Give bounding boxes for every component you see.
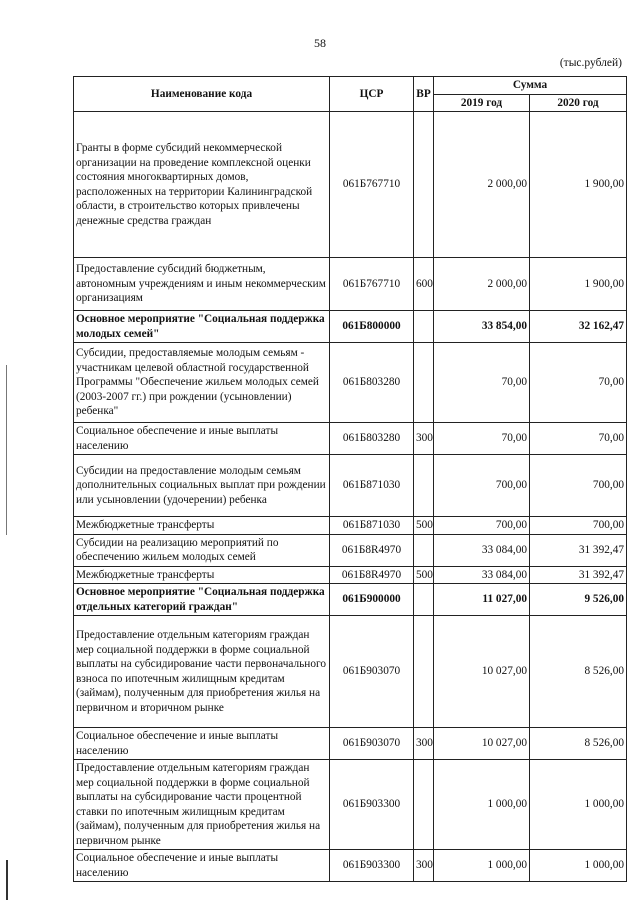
row-vr <box>414 455 434 517</box>
row-vr: 300 <box>414 423 434 455</box>
row-vr: 300 <box>414 728 434 760</box>
units-label: (тыс.рублей) <box>559 57 622 69</box>
row-name: Межбюджетные трансферты <box>74 517 330 535</box>
row-vr <box>414 534 434 566</box>
row-vr: 500 <box>414 517 434 535</box>
row-name: Гранты в форме субсидий некоммерческой организации на проведение комплексной оценки состояния многоквартирных домов, расположенных на территории Калининградской области, в строительство которых привлечены денежные средства граждан <box>74 112 330 258</box>
row-sum-2020: 31 392,47 <box>530 566 627 584</box>
row-sum-2019: 33 854,00 <box>434 311 530 343</box>
header-row-top <box>74 77 627 95</box>
budget-table <box>73 76 627 882</box>
row-sum-2020: 70,00 <box>530 343 627 423</box>
row-name: Социальное обеспечение и иные выплаты населению <box>74 423 330 455</box>
row-sum-2019: 10 027,00 <box>434 728 530 760</box>
table-row <box>74 728 627 760</box>
row-name: Предоставление отдельным категориям граждан мер социальной поддержки в форме социальной выплаты на субсидирование части процентной ставки по ипотечным жилищным кредитам (займам), полученным для приобретения жилья на первичном рынке <box>74 760 330 850</box>
table-row <box>74 311 627 343</box>
scan-edge-line <box>6 365 7 535</box>
row-code: 061Б903070 <box>330 728 414 760</box>
page-number: 58 <box>314 36 326 50</box>
table-row <box>74 760 627 850</box>
row-code: 061Б900000 <box>330 584 414 616</box>
row-code: 061Б767710 <box>330 258 414 311</box>
row-sum-2019: 2 000,00 <box>434 258 530 311</box>
header-code: ЦСР <box>330 77 414 112</box>
row-sum-2020: 32 162,47 <box>530 311 627 343</box>
row-code: 061Б903300 <box>330 760 414 850</box>
row-code: 061Б803280 <box>330 423 414 455</box>
row-sum-2019: 33 084,00 <box>434 566 530 584</box>
row-vr <box>414 112 434 258</box>
table-row <box>74 343 627 423</box>
row-name: Субсидии на реализацию мероприятий по обеспечению жильем молодых семей <box>74 534 330 566</box>
table-row <box>74 258 627 311</box>
row-name: Предоставление отдельным категориям граждан мер социальной поддержки в форме социальной выплаты на субсидирование части первоначального взноса по ипотечным жилищным кредитам (займам), полученным для приобретения жилья на первичном и вторичном рынке <box>74 616 330 728</box>
row-vr: 500 <box>414 566 434 584</box>
row-name: Социальное обеспечение и иные выплаты населению <box>74 850 330 882</box>
header-2020: 2020 год <box>530 94 627 112</box>
row-sum-2020: 1 900,00 <box>530 258 627 311</box>
row-sum-2020: 1 900,00 <box>530 112 627 258</box>
table-row <box>74 423 627 455</box>
row-sum-2020: 31 392,47 <box>530 534 627 566</box>
row-sum-2019: 11 027,00 <box>434 584 530 616</box>
table-row <box>74 566 627 584</box>
header-2019: 2019 год <box>434 94 530 112</box>
row-code: 061Б8R4970 <box>330 566 414 584</box>
table-row <box>74 455 627 517</box>
row-vr: 600 <box>414 258 434 311</box>
row-sum-2019: 700,00 <box>434 517 530 535</box>
row-name: Предоставление субсидий бюджетным, автономным учреждениям и иным некоммерческим организациям <box>74 258 330 311</box>
row-sum-2019: 33 084,00 <box>434 534 530 566</box>
row-sum-2020: 700,00 <box>530 517 627 535</box>
row-sum-2020: 1 000,00 <box>530 850 627 882</box>
row-vr <box>414 311 434 343</box>
row-code: 061Б767710 <box>330 112 414 258</box>
row-sum-2020: 700,00 <box>530 455 627 517</box>
table-body <box>74 112 627 882</box>
row-sum-2020: 9 526,00 <box>530 584 627 616</box>
row-sum-2019: 700,00 <box>434 455 530 517</box>
row-vr <box>414 616 434 728</box>
row-sum-2020: 8 526,00 <box>530 728 627 760</box>
row-sum-2019: 70,00 <box>434 423 530 455</box>
row-code: 061Б871030 <box>330 455 414 517</box>
row-name: Основное мероприятие "Социальная поддержка молодых семей" <box>74 311 330 343</box>
row-name: Основное мероприятие "Социальная поддержка отдельных категорий граждан" <box>74 584 330 616</box>
row-vr <box>414 760 434 850</box>
table-row <box>74 616 627 728</box>
row-code: 061Б903070 <box>330 616 414 728</box>
table-row <box>74 112 627 258</box>
scan-edge-mark <box>6 860 8 900</box>
table-row <box>74 850 627 882</box>
table-row <box>74 517 627 535</box>
row-name: Субсидии на предоставление молодым семьям дополнительных социальных выплат при рождении или усыновлении (удочерении) ребенка <box>74 455 330 517</box>
row-vr <box>414 343 434 423</box>
row-code: 061Б803280 <box>330 343 414 423</box>
row-sum-2019: 70,00 <box>434 343 530 423</box>
row-name: Социальное обеспечение и иные выплаты населению <box>74 728 330 760</box>
row-name: Межбюджетные трансферты <box>74 566 330 584</box>
header-sum: Сумма <box>434 77 627 95</box>
header-vr: ВР <box>414 77 434 112</box>
row-name: Субсидии, предоставляемые молодым семьям - участникам целевой областной государственной Программы "Обеспечение жильем молодых семей (2003-2007 гг.) при рождении (усыновлении) ребенка" <box>74 343 330 423</box>
row-sum-2020: 70,00 <box>530 423 627 455</box>
row-code: 061Б8R4970 <box>330 534 414 566</box>
row-sum-2020: 8 526,00 <box>530 616 627 728</box>
row-code: 061Б903300 <box>330 850 414 882</box>
header-name: Наименование кода <box>74 77 330 112</box>
row-code: 061Б800000 <box>330 311 414 343</box>
row-sum-2019: 1 000,00 <box>434 850 530 882</box>
table-row <box>74 534 627 566</box>
row-sum-2019: 10 027,00 <box>434 616 530 728</box>
row-vr <box>414 584 434 616</box>
table-row <box>74 584 627 616</box>
row-sum-2019: 1 000,00 <box>434 760 530 850</box>
row-sum-2020: 1 000,00 <box>530 760 627 850</box>
row-vr: 300 <box>414 850 434 882</box>
row-code: 061Б871030 <box>330 517 414 535</box>
row-sum-2019: 2 000,00 <box>434 112 530 258</box>
